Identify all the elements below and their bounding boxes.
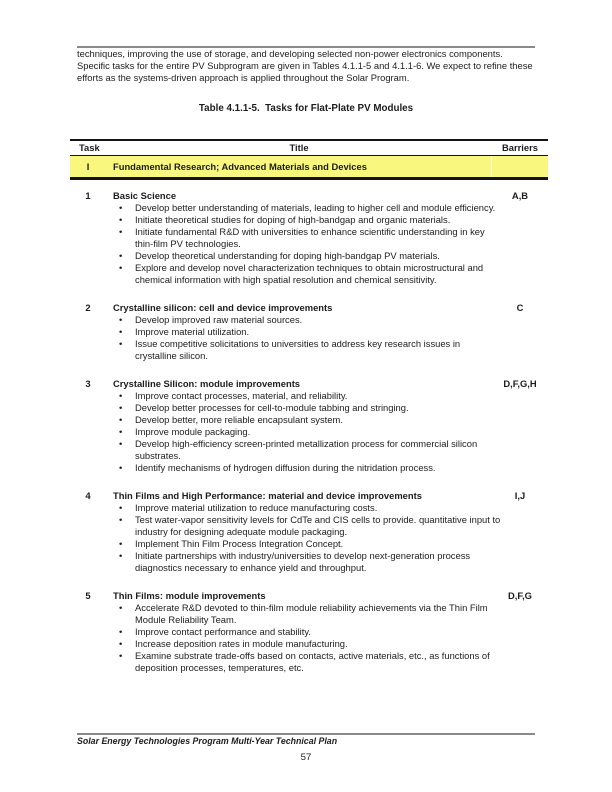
section-task-label: I [86,161,90,172]
table-title: Table 4.1.1-5. Tasks for Flat-Plate PV Modules [198,103,414,114]
task-rows [70,190,548,674]
table-row [70,490,548,574]
table-header-row [70,139,548,156]
task-body [106,490,501,574]
paragraph: techniques, improving the use of storage, and developing selected non-power electronics components. [77,48,503,59]
task-bullet: • Improve contact performance and stability. [135,626,503,638]
task-body [106,302,492,362]
task-bullet: • Issue competitive solicitations to universities to address key research issues in crystalline silicon. [135,338,503,362]
task-number: 3 [85,378,91,389]
section-row [70,156,548,180]
page-number: 57 [300,752,312,763]
table-row [70,190,548,286]
task-bullet: • Develop high-efficiency screen-printed metallization process for commercial silicon substrates. [135,438,503,462]
task-body [106,378,492,474]
table-row [70,378,548,474]
task-title: Basic Science [113,190,177,201]
task-bullet: • Initiate theoretical studies for doping of high-bandgap and organic materials. [135,214,503,226]
task-bullets [113,602,492,674]
task-barriers: I,J [514,490,526,501]
task-bullet: • Increase deposition rates in module manufacturing. [135,638,503,650]
task-title: Crystalline silicon: cell and device improvements [113,302,333,313]
task-barriers: C [516,302,524,313]
task-bullet: • Initiate partnerships with industry/universities to develop next-generation process diagnostics necessary to enhance yield and throughput. [135,550,503,574]
task-bullet: • Improve material utilization to reduce manufacturing costs. [135,502,503,514]
task-bullet: • Test water-vapor sensitivity levels for CdTe and CIS cells to provide. quantitative input to industry for designing adequate module packaging. [135,514,503,538]
task-bullet: • Explore and develop novel characterization techniques to obtain microstructural and chemical information with high spatial resolution and chemical sensitivity. [135,262,503,286]
task-bullet: • Develop better, more reliable encapsulant system. [135,414,503,426]
task-number: 4 [85,490,91,501]
header-barriers: Barriers [502,142,538,153]
footer-title: Solar Energy Technologies Program Multi-Year Technical Plan [77,736,338,746]
task-bullet: • Improve material utilization. [135,326,503,338]
header-task: Task [79,142,100,153]
task-body [106,590,492,674]
task-barriers: D,F,G,H [503,378,537,389]
task-title: Thin Films: module improvements [113,590,266,601]
task-bullets [113,202,496,286]
task-bullet: • Develop better understanding of materials, leading to higher cell and module efficiency. [135,202,503,214]
task-bullets [113,502,501,574]
table-row [70,590,548,674]
tasks-table [70,139,548,674]
section-barriers [492,156,548,177]
task-title: Thin Films and High Performance: material and device improvements [113,490,422,501]
page-content [77,46,548,690]
task-number: 5 [85,590,91,601]
task-bullet: • Develop improved raw material sources. [135,314,503,326]
task-bullets [113,314,492,362]
task-bullet: • Improve module packaging. [135,426,503,438]
task-bullet: • Implement Thin Film Process Integration Concept. [135,538,503,550]
task-bullet: • Examine substrate trade-offs based on contacts, active materials, etc., as functions of deposition processes, temperatures, etc. [135,650,503,674]
paragraph: Specific tasks for the entire PV Subprogram are given in Tables 4.1.1-5 and 4.1.1-6. We expect to refine these efforts as the systems-driven approach is applied throughout the Solar Program. [77,60,533,83]
task-bullet: • Develop better processes for cell-to-module tabbing and stringing. [135,402,503,414]
table-row [70,302,548,362]
task-bullet: • Initiate fundamental R&D with universities to enhance scientific understanding in key thin-film PV technologies. [135,226,503,250]
task-body [106,190,496,286]
task-bullet: • Accelerate R&D devoted to thin-film module reliability achievements via the Thin Film Module Reliability Team. [135,602,503,626]
task-barriers: A,B [511,190,529,201]
task-bullet: • Improve contact processes, material, and reliability. [135,390,503,402]
task-barriers: D,F,G [508,590,532,601]
section-title: Fundamental Research; Advanced Materials and Devices [106,156,492,177]
task-bullets [113,390,492,474]
task-bullet: • Identify mechanisms of hydrogen diffusion during the nitridation process. [135,462,503,474]
task-title: Crystalline Silicon: module improvements [113,378,301,389]
task-number: 2 [85,302,91,313]
task-bullet: • Develop theoretical understanding for doping high-bandgap PV materials. [135,250,503,262]
footer-rule [77,733,535,735]
header-title: Title [289,142,309,153]
task-number: 1 [85,190,91,201]
